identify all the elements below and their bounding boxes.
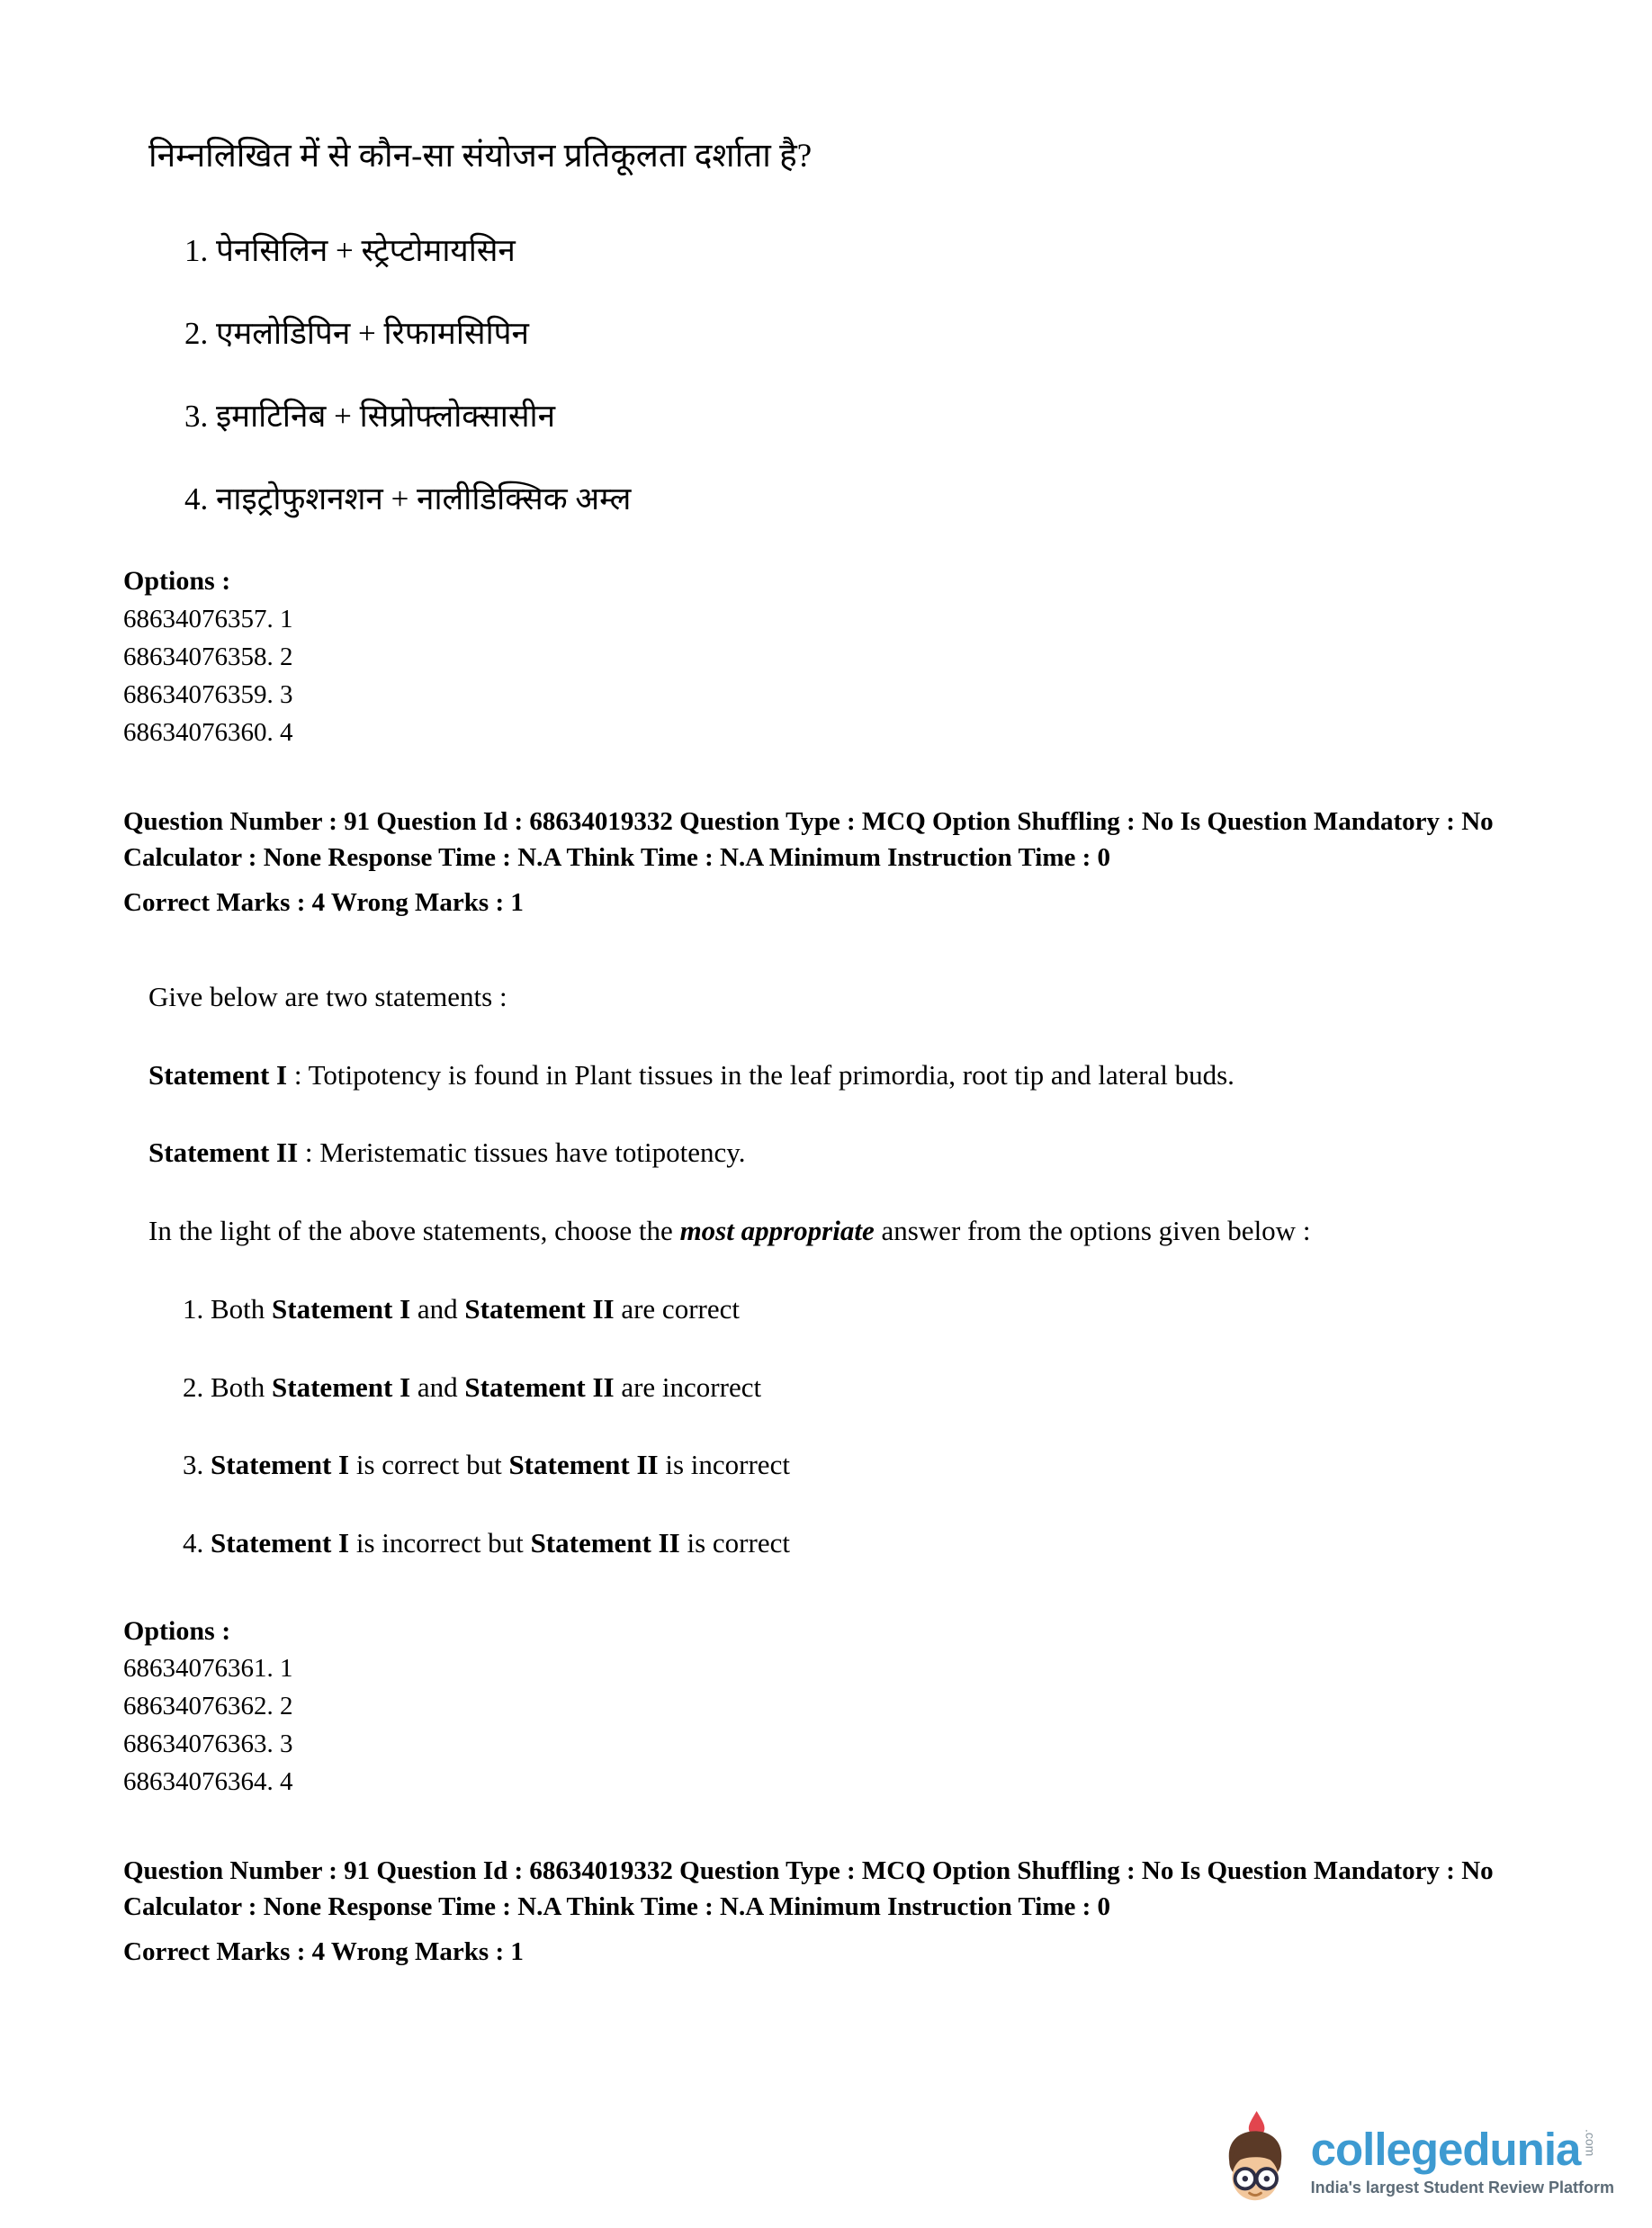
english-option-2 (183, 1370, 1535, 1406)
option-id: 68634076359. 3 (123, 679, 293, 709)
closing-post: answer from the options given below : (874, 1215, 1311, 1247)
hindi-question-text: निम्नलिखित में से कौन-सा संयोजन प्रतिकूलता दर्शाता है? (148, 138, 813, 175)
question-metadata-marks: Correct Marks : 4 Wrong Marks : 1 (123, 1937, 524, 1967)
option-id: 68634076362. 2 (123, 1692, 293, 1721)
statement-1-text: : Totipotency is found in Plant tissues in the leaf primordia, root tip and lateral buds. (287, 1058, 1235, 1091)
collegedunia-logo-text (1311, 2125, 1614, 2198)
option-bold: Statement II (464, 1292, 615, 1325)
english-option-1 (183, 1292, 1535, 1327)
option-text: is correct but (349, 1449, 509, 1481)
question-metadata-marks: Correct Marks : 4 Wrong Marks : 1 (123, 887, 524, 917)
collegedunia-tagline: India's largest Student Review Platform (1310, 2179, 1614, 2197)
english-option-3 (183, 1448, 1535, 1483)
option-bold: Statement I (272, 1292, 411, 1325)
option-text: 2. Both (183, 1370, 273, 1403)
collegedunia-mascot-icon (1212, 2109, 1298, 2214)
option-bold: Statement I (211, 1449, 350, 1481)
option-id: 68634076358. 2 (123, 642, 293, 671)
option-id: 68634076363. 3 (123, 1729, 293, 1759)
option-id: 68634076364. 4 (123, 1767, 293, 1797)
option-text: 4. (183, 1527, 211, 1559)
option-text: is incorrect but (349, 1527, 531, 1559)
question-metadata-info: Question Number : 91 Question Id : 68634019332 Question Type : MCQ Option Shuffling : No Is Question Mandatory : No Calculator : None Response Time : N.A Think Time : N.A Minimum Instruction Time : 0 (123, 1856, 1494, 1922)
option-bold: Statement I (211, 1527, 350, 1559)
closing-emphasis: most appropriate (679, 1215, 875, 1247)
options-label: Options : (123, 566, 231, 597)
statement-2-label: Statement II (148, 1136, 299, 1169)
question-metadata-info: Question Number : 91 Question Id : 68634019332 Question Type : MCQ Option Shuffling : No Is Question Mandatory : No Calculator : None Response Time : N.A Think Time : N.A Minimum Instruction Time : 0 (123, 806, 1494, 872)
option-text: 1. Both (183, 1292, 273, 1325)
option-text: is incorrect (658, 1449, 790, 1481)
question-closing (148, 1214, 1535, 1249)
option-id: 68634076357. 1 (123, 604, 293, 633)
option-bold: Statement II (530, 1527, 680, 1559)
statement-1-label: Statement I (148, 1058, 288, 1091)
hindi-option-3: 3. इमाटिनिब + सिप्रोफ्लोक्सासीन (184, 399, 556, 435)
option-text: are incorrect (614, 1370, 762, 1403)
option-text: 3. (183, 1449, 211, 1481)
statement-1 (148, 1058, 1535, 1093)
options-label: Options : (123, 1615, 231, 1646)
hindi-option-2: 2. एमलोडिपिन + रिफामसिपिन (184, 316, 529, 352)
option-bold: Statement II (508, 1449, 659, 1481)
hindi-option-4: 4. नाइट्रोफुशनशन + नालीडिक्सिक अम्ल (184, 481, 632, 517)
statement-2 (148, 1136, 1535, 1171)
option-text: and (410, 1292, 465, 1325)
closing-pre: In the light of the above statements, choose the (148, 1215, 680, 1247)
question-metadata-1 (123, 804, 1535, 921)
option-bold: Statement II (464, 1370, 615, 1403)
option-id: 68634076361. 1 (123, 1654, 293, 1684)
option-text: is correct (679, 1527, 790, 1559)
collegedunia-domain-suffix: .com (1583, 2128, 1598, 2157)
hindi-option-1: 1. पेनसिलिन + स्ट्रेप्टोमायसिन (184, 233, 516, 269)
collegedunia-logo (1212, 2109, 1614, 2214)
question-metadata-2 (123, 1853, 1535, 1970)
option-id: 68634076360. 4 (123, 717, 293, 747)
option-text: and (410, 1370, 465, 1403)
collegedunia-wordmark: collegedunia (1310, 2123, 1581, 2175)
options-block-2 (123, 1613, 1535, 1801)
english-option-4 (183, 1526, 1535, 1561)
statement-2-text: : Meristematic tissues have totipotency. (298, 1136, 746, 1169)
option-text: are correct (614, 1292, 740, 1325)
question-intro: Give below are two statements : (148, 980, 507, 1012)
english-question (123, 980, 1535, 1561)
options-block-1 (123, 563, 1535, 751)
option-bold: Statement I (272, 1370, 411, 1403)
